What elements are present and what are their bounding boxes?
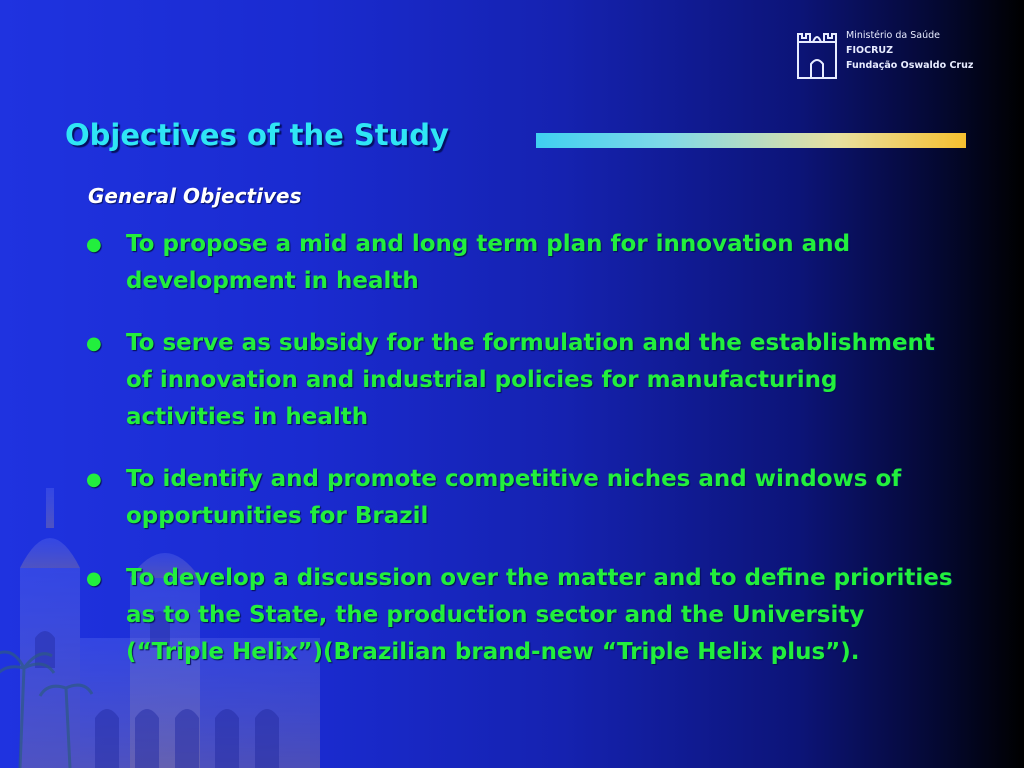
bullet-icon: ● [86,469,102,490]
bullet-icon: ● [86,234,102,255]
list-item [84,325,964,436]
bullet-icon: ● [86,568,102,589]
objectives-list [84,226,964,696]
logo-foundation-text: Fundação Oswaldo Cruz [846,60,974,71]
list-item [84,226,964,300]
objective-text: To identify and promote competitive niches and windows of opportunities for Brazil [126,466,902,529]
bullet-icon: ● [86,333,102,354]
title-accent-bar [536,133,966,148]
objective-text: To serve as subsidy for the formulation and the establishment of innovation and industrial policies for manufacturing activities in health [126,330,935,430]
page-title: Objectives of the Study [65,118,449,152]
section-subheading: General Objectives [88,184,302,208]
fiocruz-logo [792,26,992,86]
objective-text: To develop a discussion over the matter and to define priorities as to the State, the production sector and the University (“Triple Helix”)(Brazilian brand-new “Triple Helix plus”). [126,565,953,665]
list-item [84,461,964,535]
list-item [84,560,964,671]
fiocruz-castle-icon [792,26,842,80]
logo-ministry-text: Ministério da Saúde [846,30,941,41]
logo-fiocruz-text: FIOCRUZ [846,45,893,56]
objective-text: To propose a mid and long term plan for innovation and development in health [126,231,851,294]
